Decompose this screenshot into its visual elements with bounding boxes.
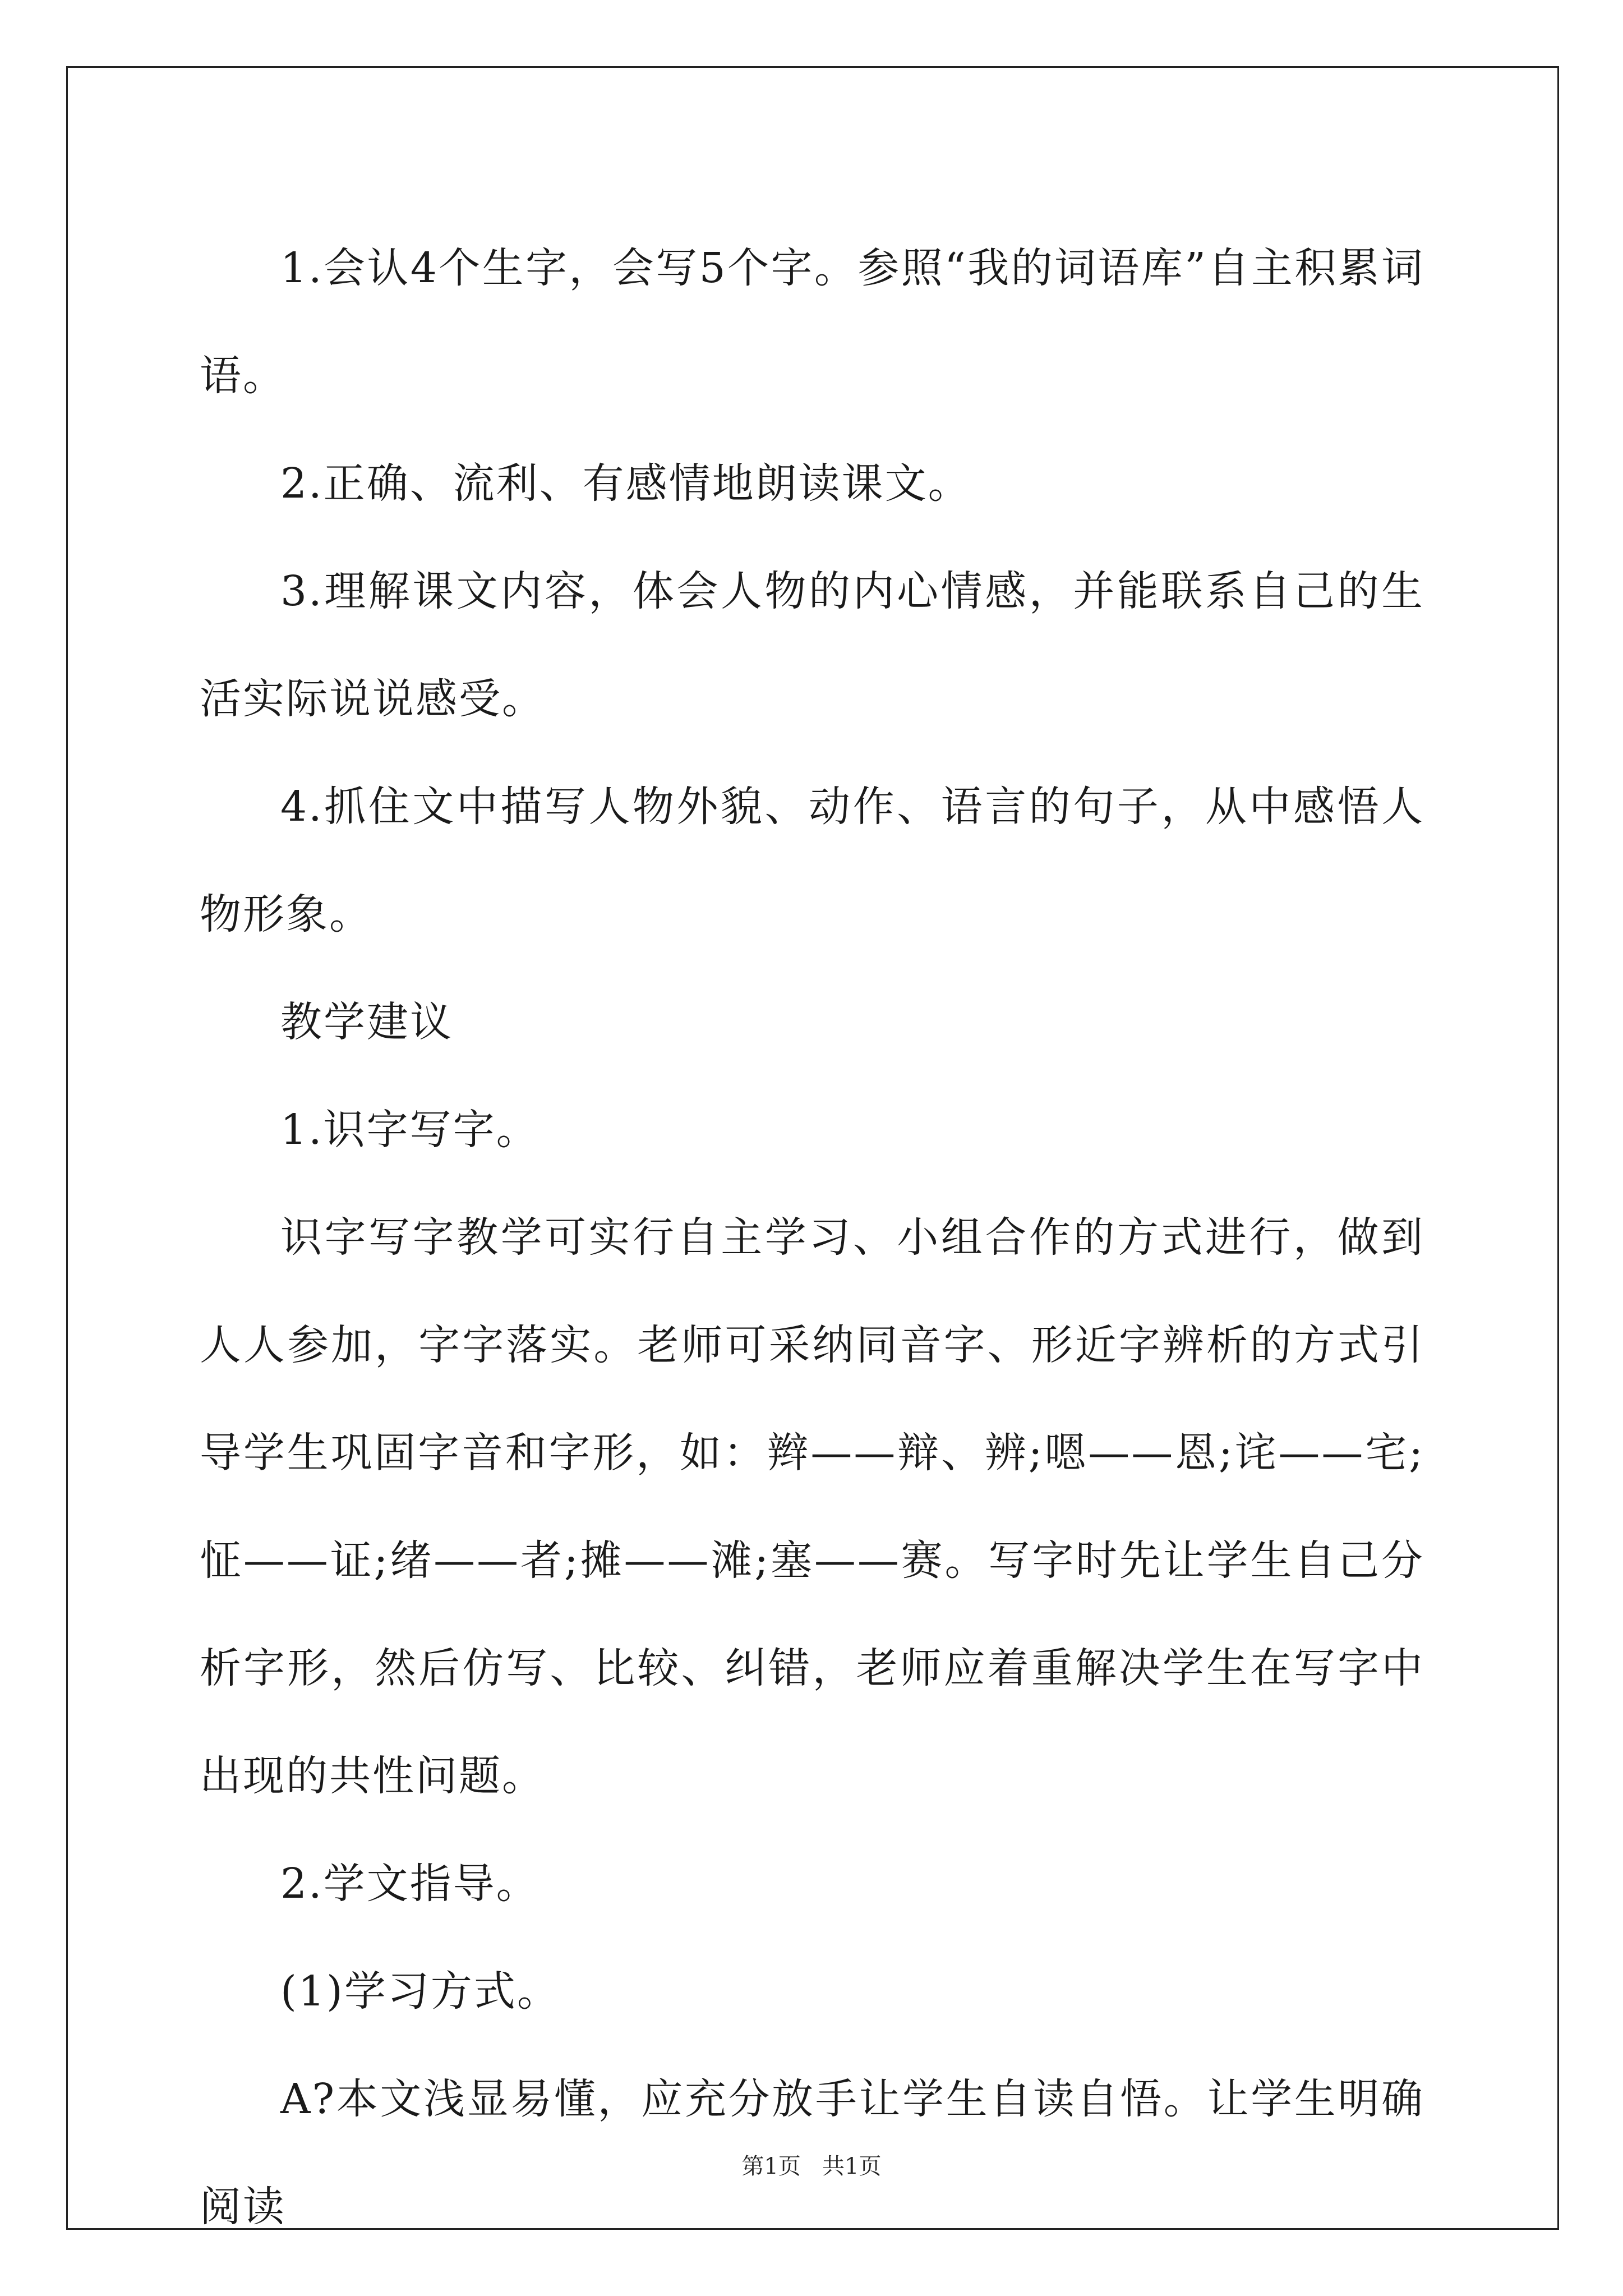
paragraph-goal-1: 1.会认4个生字，会写5个字。参照“我的词语库”自主积累词语。 bbox=[200, 244, 1424, 400]
paragraph-goal-3: 3.理解课文内容，体会人物的内心情感，并能联系自己的生活实际说说感受。 bbox=[200, 567, 1424, 723]
document-body bbox=[200, 214, 1424, 2261]
section-heading: 教学建议 bbox=[280, 998, 453, 1046]
subheading-literacy: 1.识字写字。 bbox=[280, 1106, 540, 1154]
subheading-learning-method: (1)学习方式。 bbox=[280, 1967, 560, 2016]
page-footer: 第1页 共1页 bbox=[741, 2154, 882, 2179]
subheading-reading-guidance: 2.学文指导。 bbox=[280, 1860, 540, 1908]
paragraph-literacy-body: 识字写字教学可实行自主学习、小组合作的方式进行，做到人人参加，字字落实。老师可采纳同音字、形近字辨析的方式引导学生巩固字音和字形，如：辫——辩、辨;嗯——恩;诧——宅;怔——证;绪——者;摊——滩;塞——赛。写字时先让学生自己分析字形，然后仿写、比较、纠错，老师应着重解决学生在写字中出现的共性问题。 bbox=[200, 1213, 1424, 1800]
paragraph-goal-4: 4.抓住文中描写人物外貌、动作、语言的句子，从中感悟人物形象。 bbox=[200, 783, 1424, 938]
paragraph-goal-2: 2.正确、流利、有感情地朗读课文。 bbox=[280, 459, 971, 508]
paragraph-method-a: A?本文浅显易懂，应充分放手让学生自读自悟。让学生明确阅读 bbox=[200, 2075, 1424, 2231]
